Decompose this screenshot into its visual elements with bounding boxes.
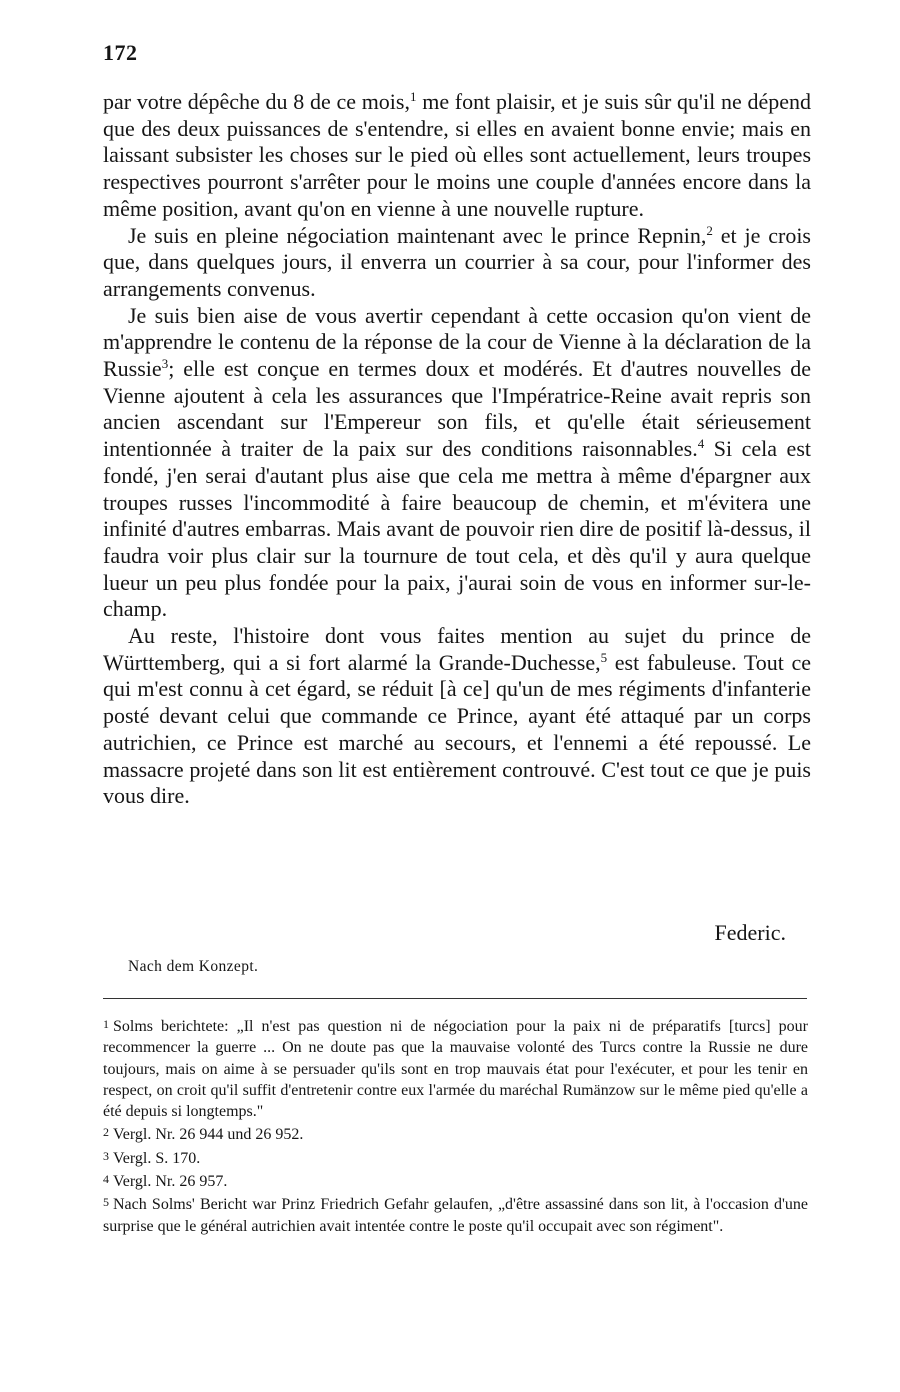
source-note: Nach dem Konzept.	[128, 958, 259, 975]
footnote-text: Vergl. Nr. 26 944 und 26 952.	[113, 1126, 304, 1144]
footnote	[103, 1014, 808, 1122]
paragraph-text: par votre dépêche du 8 de ce mois,	[103, 89, 410, 114]
footnotes	[103, 1014, 808, 1237]
main-text	[103, 89, 811, 810]
paragraph	[103, 89, 811, 223]
footnote	[103, 1146, 808, 1169]
footnote-text: Vergl. S. 170.	[113, 1149, 201, 1167]
footnote-ref: 2	[706, 222, 713, 238]
footnote-number: 4	[103, 1172, 109, 1187]
footnote	[103, 1192, 808, 1237]
paragraph-text: Au reste, l'histoire dont vous faites mention au sujet du prince de Württemberg, qui a si fort alarmé la Grande-Duchesse,	[103, 623, 811, 675]
footnote-ref: 4	[697, 436, 705, 452]
paragraph	[103, 223, 811, 303]
footnote	[103, 1169, 808, 1192]
paragraph-text: me font plaisir, et je suis sûr qu'il ne dépend que des deux puissances de s'entendre, si elles en avaient bonne envie; mais en laissant subsister les choses sur le pied où elles sont actuellement, leurs troupes respectives pourront s'arrêter pour le moins une couple d'années encore dans la même position, avant qu'on en vienne à une nouvelle rupture.	[103, 89, 811, 221]
footnote-number: 5	[103, 1195, 109, 1210]
paragraph-text: Si cela est fondé, j'en serai d'autant plus aise que cela me mettra à même d'épargner aux troupes russes l'incommodité à faire beaucoup de chemin, et m'évitera une infinité d'autres embarras. Mais avant de pouvoir rien dire de positif là-dessus, il faudra voir plus clair sur la tournure de tout cela, et dès qu'il y aura quelque lueur un peu plus fondée pour la paix, j'aurai soin de vous en informer sur-le-champ.	[103, 436, 811, 622]
paragraph-text: et je crois que, dans quelques jours, il enverra un courrier à sa cour, pour l'informer des arrangements convenus.	[103, 222, 811, 301]
paragraph-text: Je suis en pleine négociation maintenant avec le prince Repnin,	[128, 222, 707, 248]
footnote-ref: 5	[600, 649, 608, 665]
footnote-ref: 1	[409, 89, 417, 104]
footnote	[103, 1122, 808, 1145]
signature: Federic.	[714, 920, 786, 945]
paragraph-text: ; elle est conçue en termes doux et modérés. Et d'autres nouvelles de Vienne ajoutent à cela les assurances que l'Impératrice-Reine avait repris son ancien ascendant sur l'Empereur son fils, et qu'elle était sérieusement intentionnée à traiter de la paix sur des conditions raisonnables.	[103, 356, 811, 462]
paragraph-text: est fabuleuse. Tout ce qui m'est connu à cet égard, se réduit [à ce] qu'un de mes régiments d'infanterie posté devant celui que commande ce Prince, ayant été attaqué par un corps autrichien, ce Prince est marché au secours, et l'ennemi a été repoussé. Le massacre projeté dans son lit est entièrement controuvé. C'est tout ce que je puis vous dire.	[103, 649, 811, 809]
footnote-ref: 3	[161, 356, 169, 372]
footnote-divider	[103, 998, 807, 999]
page-number: 172	[103, 40, 138, 65]
footnote-number: 2	[103, 1125, 109, 1140]
footnote-text: Vergl. Nr. 26 957.	[113, 1173, 228, 1191]
paragraph	[103, 303, 811, 623]
paragraph	[103, 623, 811, 810]
footnote-text: Nach Solms' Bericht war Prinz Friedrich Gefahr gelaufen, „d'être assassiné dans son lit, à l'occasion d'une surprise que le général autrichien avait intentée contre le poste qu'il occupait avec son régiment".	[103, 1196, 808, 1235]
footnote-number: 1	[103, 1017, 109, 1031]
footnote-text: Solms berichtete: „Il n'est pas question ni de négociation pour la paix ni de préparatifs [turcs] pour recommencer la guerre ... On ne doute pas que la mauvaise volonté des Turcs contre la Russie ne dure toujours, mais on aime à se persuader qu'ils sont en trop mauvais état pour l'exécuter, et pour les tenir en respect, on croit qu'il suffit d'entretenir contre eux l'armée du maréchal Rumänzow sur le même pied qu'elle a été depuis si longtemps."	[103, 1018, 808, 1121]
paragraph-text: Je suis bien aise de vous avertir cependant à cette occasion qu'on vient de m'apprendre le contenu de la réponse de la cour de Vienne à la déclaration de la Russie	[103, 302, 811, 382]
footnote-number: 3	[103, 1148, 109, 1163]
